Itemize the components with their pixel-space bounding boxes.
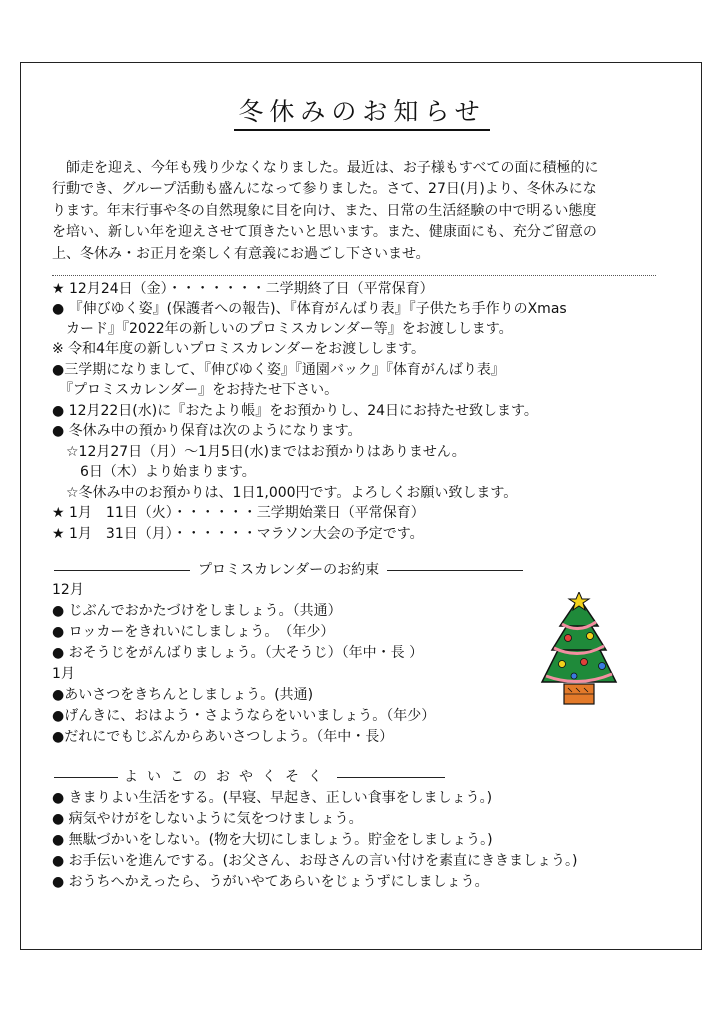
month-label: 12月 <box>52 582 84 598</box>
promise-calendar-heading <box>54 561 523 579</box>
intro-line: ります。年末行事や冬の自然現象に目を向け、また、日常の生活経験の中で明るい態度 <box>52 202 597 219</box>
notice-item: ●三学期になりまして、『伸びゆく姿』『通園バック』『体育がんばり表』 <box>52 362 505 378</box>
month-label: 1月 <box>52 666 75 682</box>
dotted-divider <box>52 275 656 276</box>
promise-item: ● じぶんでおかたづけをしましょう。（共通） <box>52 603 342 619</box>
promise-heading-text: プロミスカレンダーのお約束 <box>198 562 380 578</box>
intro-line: を培い、新しい年を迎えさせて頂きたいと思います。また、健康面にも、充分ご留意の <box>52 224 597 241</box>
notice-item: ★ 1月 31日（月）・・・・・・マラソン大会の予定です。 <box>52 526 424 542</box>
notice-item: ☆12月27日（月）～1月5日(水)まではお預かりはありません。 <box>52 444 466 460</box>
good-kids-heading <box>54 768 445 786</box>
promise-item: ● ロッカーをきれいにしましょう。 （年少） <box>52 624 335 640</box>
notice-item: ★ 1月 11日（火）・・・・・・三学期始業日（平常保育） <box>52 505 425 521</box>
notice-item: カード』『2022年の新しいのプロミスカレンダー等』をお渡しします。 <box>52 321 513 337</box>
rule-item: ● 病気やけがをしないように気をつけましょう。 <box>52 811 363 827</box>
heading-rule-right <box>387 570 523 571</box>
promise-item: ●げんきに、おはよう・さようならをいいましょう。（年少） <box>52 708 436 724</box>
heading-rule-right <box>337 777 445 778</box>
intro-line: 上、冬休み・お正月を楽しく有意義にお過ごし下さいませ。 <box>52 245 430 262</box>
heading-rule-left <box>54 777 118 778</box>
rule-item: ● きまりよい生活をする。(早寝、早起き、正しい食事をしましょう。) <box>52 790 493 806</box>
notice-item: ※ 令和4年度の新しいプロミスカレンダーをお渡しします。 <box>52 341 426 357</box>
rule-item: ● おうちへかえったら、うがいやてあらいをじょうずにしましょう。 <box>52 874 489 890</box>
notice-item: ● 12月22日(水)に『おたより帳』をお預かりし、24日にお持たせ致します。 <box>52 403 538 419</box>
intro-line: 師走を迎え、今年も残り少なくなりました。最近は、お子様もすべての面に積極的に <box>52 160 599 176</box>
heading-rule-left <box>54 570 190 571</box>
notice-item: ★ 12月24日（金）・・・・・・・二学期終了日（平常保育） <box>52 281 434 297</box>
notice-item: 『プロミスカレンダー』をお持たせ下さい。 <box>52 382 339 398</box>
page-title <box>0 92 724 128</box>
intro-paragraph <box>52 158 688 265</box>
notice-item: 6日（木）より始まります。 <box>52 464 256 480</box>
good-heading-text: よいこのおやくそく <box>124 769 331 785</box>
promise-item: ● おそうじをがんばりましょう。（大そうじ）（年中・長 ） <box>52 645 424 661</box>
christmas-tree-icon <box>524 592 634 710</box>
rule-item: ● 無駄づかいをしない。(物を大切にしましょう。貯金をしましょう。) <box>52 832 493 848</box>
intro-line: 行動でき、グループ活動も盛んになって参りました。さて、27日(月)より、冬休みにな <box>52 181 597 198</box>
notice-item: ● 『伸びゆく姿』(保護者への報告)、『体育がんばり表』『子供たち手作りのXmas <box>52 301 567 317</box>
notice-item: ● 冬休み中の預かり保育は次のようになります。 <box>52 423 362 439</box>
promise-item: ●だれにでもじぶんからあいさつしよう。（年中・長） <box>52 729 394 745</box>
rule-item: ● お手伝いを進んでする。(お父さん、お母さんの言い付けを素直にききましょう。) <box>52 853 578 869</box>
page-title-text: 冬休みのお知らせ <box>234 97 489 131</box>
notice-item: ☆冬休み中のお預かりは、1日1,000円です。よろしくお願い致します。 <box>52 485 518 501</box>
promise-item: ●あいさつをきちんとしましょう。(共通) <box>52 687 314 703</box>
